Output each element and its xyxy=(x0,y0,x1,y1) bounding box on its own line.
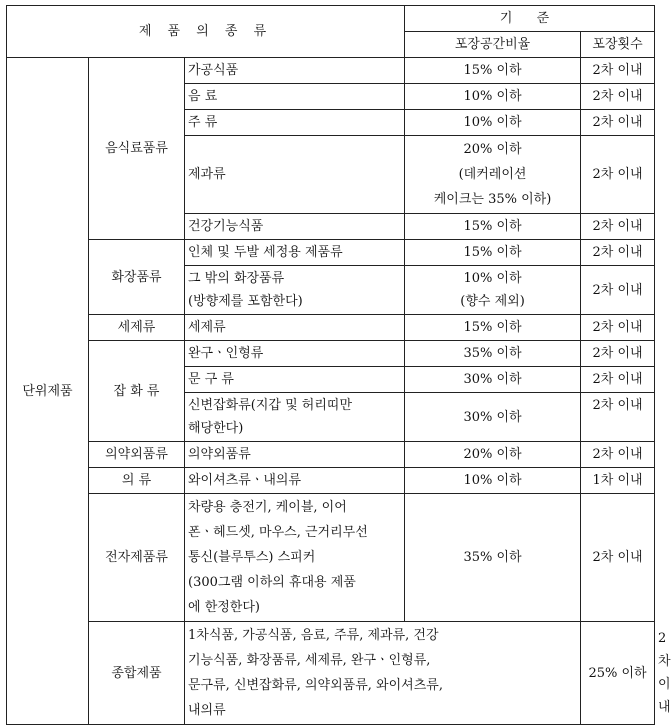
product-type-header: 제 품 의 종 류 xyxy=(7,6,405,58)
item-count: 1차 이내 xyxy=(581,468,655,494)
item-count: 2차 이내 xyxy=(581,315,655,341)
name-line: 그 밖의 화장품류 xyxy=(188,271,285,286)
table-row xyxy=(7,315,655,341)
combined-product-label: 종합제품 xyxy=(89,622,185,725)
item-count: 2차 이내 xyxy=(581,341,655,367)
combined-ratio: 25% 이하 xyxy=(581,622,655,725)
ratio-line: 케이크는 35% 이하) xyxy=(433,192,552,207)
item-name: 세제류 xyxy=(185,315,405,341)
item-ratio: 15% 이하 xyxy=(405,240,581,266)
goods-category-label: 잡 화 류 xyxy=(89,341,185,442)
item-ratio: 30% 이하 xyxy=(405,367,581,393)
item-ratio: 15% 이하 xyxy=(405,315,581,341)
item-name: 가공식품 xyxy=(185,58,405,84)
food-category-label: 음식료품류 xyxy=(89,58,185,240)
cosmetics-category-label: 화장품류 xyxy=(89,240,185,315)
item-ratio xyxy=(405,266,581,315)
item-count: 2차 이내 xyxy=(581,110,655,136)
count-header: 포장횟수 xyxy=(581,32,655,58)
item-name: 건강기능식품 xyxy=(185,214,405,240)
item-ratio: 10% 이하 xyxy=(405,468,581,494)
item-count: 2차 이내 xyxy=(581,136,655,214)
item-ratio: 30% 이하 xyxy=(405,393,581,442)
ratio-line: 20% 이하 xyxy=(463,142,522,157)
item-count: 2차 이내 xyxy=(581,240,655,266)
item-name: 인체 및 두발 세정용 제품류 xyxy=(185,240,405,266)
item-ratio: 10% 이하 xyxy=(405,84,581,110)
item-name: 문 구 류 xyxy=(185,367,405,393)
item-ratio: 10% 이하 xyxy=(405,110,581,136)
name-line: 신변잡화류(지갑 및 허리띠만 xyxy=(188,398,353,413)
item-count: 2차 이내 xyxy=(581,494,655,622)
item-ratio: 15% 이하 xyxy=(405,214,581,240)
electronics-category-label: 전자제품류 xyxy=(89,494,185,622)
item-ratio: 15% 이하 xyxy=(405,58,581,84)
item-name xyxy=(185,266,405,315)
name-line: 통신(블루투스) 스피커 xyxy=(188,550,316,565)
ratio-line: 10% 이하 xyxy=(463,271,522,286)
item-name xyxy=(185,494,405,622)
desc-line: 기능식품, 화장품류, 세제류, 완구ㆍ인형류, xyxy=(188,653,431,668)
table-row xyxy=(7,468,655,494)
clothing-category-label: 의 류 xyxy=(89,468,185,494)
name-line: (300그램 이하의 휴대용 제품 xyxy=(188,575,356,590)
table-row xyxy=(7,341,655,367)
item-ratio: 20% 이하 xyxy=(405,442,581,468)
item-count: 2차 이내 xyxy=(581,442,655,468)
desc-line: 내의류 xyxy=(188,703,226,718)
item-count: 2차 이내 xyxy=(581,393,655,442)
name-line: (방향제를 포함한다) xyxy=(188,294,303,309)
item-name: 주 류 xyxy=(185,110,405,136)
name-line: 해당한다) xyxy=(188,421,244,436)
item-ratio: 35% 이하 xyxy=(405,494,581,622)
quasi-drugs-category-label: 의약외품류 xyxy=(89,442,185,468)
item-count: 2차 이내 xyxy=(581,367,655,393)
name-line: 폰ㆍ헤드셋, 마우스, 근거리무선 xyxy=(188,525,368,540)
table-row xyxy=(7,494,655,622)
item-name xyxy=(185,393,405,442)
ratio-line: (향수 제외) xyxy=(460,294,525,309)
name-line: 에 한정한다) xyxy=(188,600,260,615)
item-name: 완구ㆍ인형류 xyxy=(185,341,405,367)
ratio-line: (데커레이션 xyxy=(458,167,527,182)
item-ratio xyxy=(405,136,581,214)
item-name: 의약외품류 xyxy=(185,442,405,468)
combined-description xyxy=(185,622,581,725)
table-row xyxy=(7,240,655,266)
unit-product-label: 단위제품 xyxy=(7,58,89,725)
item-ratio: 35% 이하 xyxy=(405,341,581,367)
detergent-category-label: 세제류 xyxy=(89,315,185,341)
ratio-header: 포장공간비율 xyxy=(405,32,581,58)
item-name: 와이셔츠류ㆍ내의류 xyxy=(185,468,405,494)
item-count: 2차 이내 xyxy=(581,214,655,240)
item-count: 2차 이내 xyxy=(581,266,655,315)
table-row xyxy=(7,442,655,468)
item-name: 제과류 xyxy=(185,136,405,214)
table-row xyxy=(7,58,655,84)
item-count: 2차 이내 xyxy=(581,84,655,110)
item-count: 2차 이내 xyxy=(581,58,655,84)
desc-line: 1차식품, 가공식품, 음료, 주류, 제과류, 건강 xyxy=(188,628,439,643)
name-line: 차량용 충전기, 케이블, 이어 xyxy=(188,500,347,515)
table-row: 종합제품 1차식품, 가공식품, 음료, 주류, 제과류, 건강 기능식품, 화장품류, 세제류, 완구ㆍ인형류, 문구류, 신변잡화류, 의약외품류, 와이셔츠류, 내의류 25% 이하 2차 이내 xyxy=(7,622,655,725)
item-name: 음 료 xyxy=(185,84,405,110)
criteria-header: 기 준 xyxy=(405,6,655,32)
desc-line: 문구류, 신변잡화류, 의약외품류, 와이셔츠류, xyxy=(188,678,443,693)
packaging-standards-table xyxy=(6,5,671,725)
